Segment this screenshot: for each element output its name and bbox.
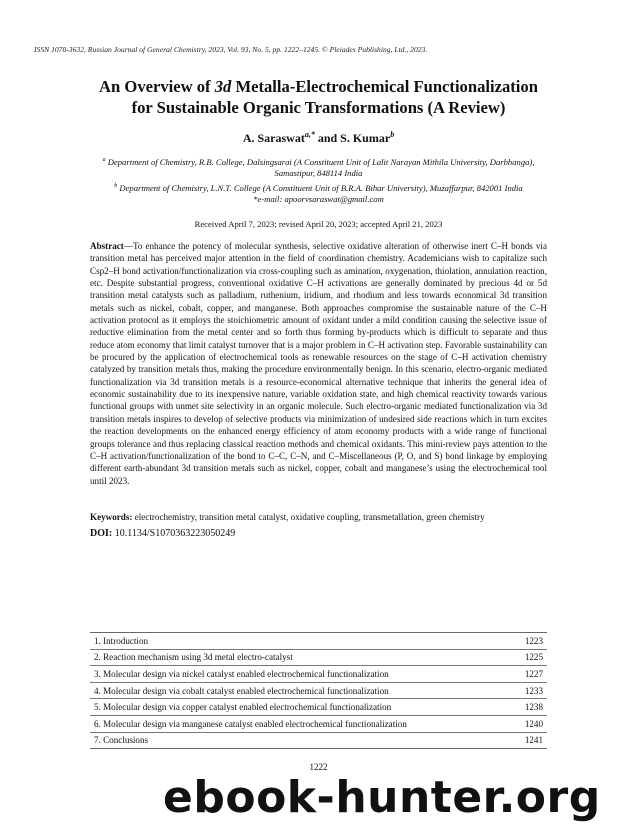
keywords-label: Keywords:: [90, 512, 133, 522]
title-line-1: An Overview of 3d Metalla-Electrochemical Functionalization: [99, 77, 538, 96]
toc-label: 4. Molecular design via cobalt catalyst enabled electrochemical functionalization: [94, 685, 389, 696]
watermark: ebook-hunter.org: [163, 772, 601, 823]
toc-label: 7. Conclusions: [94, 735, 149, 746]
received-dates: Received April 7, 2023; revised April 20, 2023; accepted April 21, 2023: [194, 219, 443, 229]
toc-row[interactable]: [90, 649, 547, 666]
keywords-text: electrochemistry, transition metal catalyst, oxidative coupling, transmetallation, green chemistry: [132, 512, 485, 522]
toc-row[interactable]: [90, 698, 547, 715]
doi-label: DOI:: [90, 528, 113, 539]
toc-page: 1233: [524, 685, 543, 696]
toc-label: 6. Molecular design via manganese catalyst enabled electrochemical functionalization: [94, 718, 407, 729]
toc-row[interactable]: [90, 715, 547, 732]
abstract: [90, 240, 547, 487]
page-number: 1222: [309, 762, 328, 772]
affiliation-a: $^a$ Department of Chemistry, R.B. College, Dalsingsarai (A Constituent Unit of Lalit Narayan Mithila University, Darbhanga), Samastipur, 848114 India: [102, 156, 535, 179]
toc-page: 1240: [524, 718, 543, 729]
toc-row[interactable]: [90, 665, 547, 682]
title-line-2: for Sustainable Organic Transformations (A Review): [131, 98, 506, 117]
toc-page: 1238: [524, 702, 543, 713]
affiliation-b: $^b$ Department of Chemistry, L.N.T. College (A Constituent Unit of B.R.A. Bihar University), Muzaffarpur, 842001 India *e-mail: apoorvsaraswat@gmail.com: [48, 181, 589, 206]
author-kumar-affil-mark: b: [390, 130, 395, 139]
author-saraswat-affil-mark: a,*: [304, 130, 315, 139]
toc-page: 1223: [524, 635, 543, 646]
abstract-label: Abstract: [90, 241, 124, 251]
toc-row[interactable]: [90, 732, 547, 749]
toc-label: 1. Introduction: [94, 635, 149, 646]
toc-page: 1227: [524, 668, 543, 679]
doi: [90, 528, 547, 540]
author-list: A. Saraswat$^{a,*}$ and S. Kumar$^b$: [242, 130, 395, 145]
toc-page: 1241: [524, 735, 543, 746]
table-of-contents: [90, 632, 547, 749]
author-email: *e-mail: apoorvsaraswat@gmail.com: [253, 194, 384, 205]
toc-label: 5. Molecular design via copper catalyst enabled electrochemical functionalization: [94, 702, 392, 713]
abstract-text: —To enhance the potency of molecular synthesis, selective oxidative alteration of otherwise inert C–H bonds via transition metal has perceived major attention in the field of coordination chemistry. Academicians wish to capitalize such Csp2–H bond activation/functionalization via cross-coupling such as amination, oxygenation, thiolation, annulation reaction, etc. Despite substantial progress, conventional oxidative C–H activations are generally dominated by precious 4d or 5d transition metal catalysts such as palladium, ruthenium, iridium, and rhodium and less towards economical 3d transition metals such as nickel, cobalt, copper, and manganese. Both approaches compromise the sustainable nature of the C–H activation protocol as it employs the stoichiometric amount of oxidant under a mild condition causing the selective issue of reductive elimination from the metal center and so forth thus forming by-products which is difficult to separate and thus reduce atom economy that limit catalyst turnover that is a major problem in C–H activation step. Favorable sustainability can be procured by the application of electrochemical tools as renewable resources on the stage of C–H activation chemistry catalyzed by transition metals thus, making the procedure environmentally benign. In this scenario, electro-organic mediated functionalization via 3d transition metals is a resource-economical alternative technique that inherits the general idea of economic sustainability due to its inexpensive nature, variable oxidation state, and high chemical reactivity towards various functional groups with unmet site selectivity in an organic molecule. Such electro-organic mediated functionalization via 3d transition metals inspires to develop of selective products via minimization of undesired side reactions which in turn excites the reaction developments on the enhanced energy efficiency of atom economy products with a wide range of functional groups tolerance and thus replacing classical reaction methods and chemical oxidants. This mini-review pays attention to the C–H activation/functionalization of the bond to C–C, C–N, and C–Miscellaneous (P, O, and S) bond linkage by employing different earth-abundant 3d transition metals such as nickel, copper, cobalt and manganese’s using the electrochemical tool until 2023.: [90, 241, 547, 486]
toc-row[interactable]: [90, 633, 547, 649]
article-title: [40, 76, 597, 118]
author-kumar: S. Kumar: [340, 131, 391, 145]
toc-page: 1225: [524, 652, 543, 663]
doi-link[interactable]: 10.1134/S1070363223050249: [112, 528, 236, 539]
journal-citation: ISSN 1070-3632, Russian Journal of General Chemistry, 2023, Vol. 93, No. 5, pp. 1222–1245. © Pleiades Publishing, Ltd., 2023.: [34, 45, 428, 54]
toc-label: 2. Reaction mechanism using 3d metal electro-catalyst: [94, 652, 293, 663]
toc-row[interactable]: [90, 682, 547, 699]
keywords: [90, 511, 547, 523]
author-saraswat: A. Saraswat: [242, 131, 305, 145]
toc-label: 3. Molecular design via nickel catalyst enabled electrochemical functionalization: [94, 668, 389, 679]
